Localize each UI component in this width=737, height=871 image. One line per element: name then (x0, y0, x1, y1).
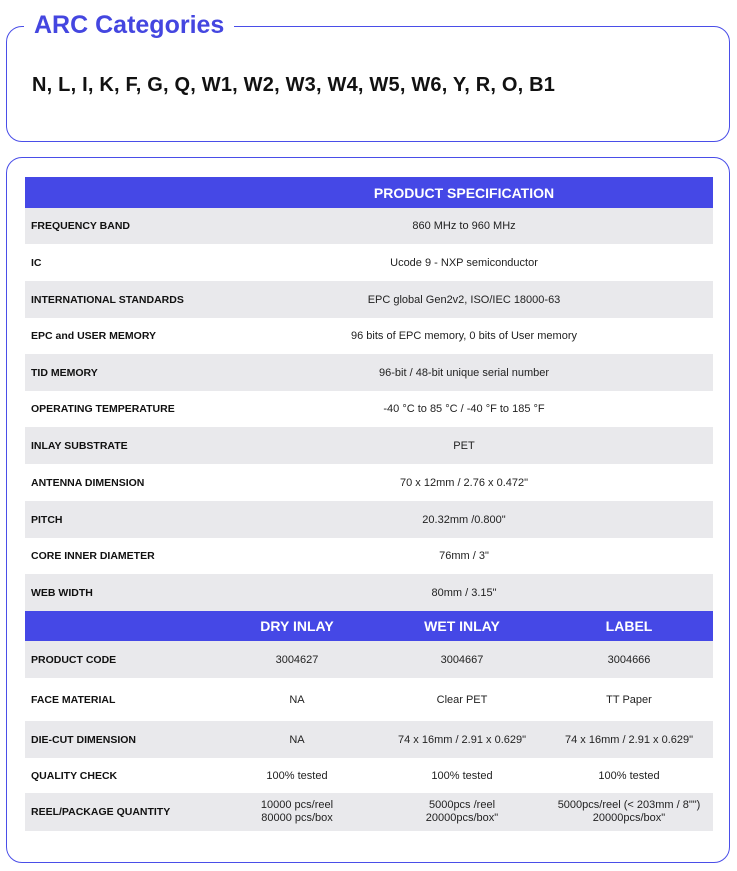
cell-line: 20000pcs/box" (425, 812, 499, 824)
row-label: QUALITY CHECK (25, 758, 215, 793)
column-header-dry-inlay: DRY INLAY (215, 611, 379, 641)
table-row (25, 538, 713, 574)
cell-line: 10000 pcs/reel (260, 799, 334, 811)
table-row (25, 244, 713, 281)
cell-value: 100% tested (545, 758, 713, 793)
cell-value (545, 793, 713, 831)
row-value: PET (215, 427, 713, 464)
table-row (25, 391, 713, 427)
cell-value: Clear PET (379, 678, 545, 721)
row-label: REEL/PACKAGE QUANTITY (25, 793, 215, 831)
cell-value (215, 793, 379, 831)
row-value: 76mm / 3" (215, 538, 713, 574)
cell-line: 80000 pcs/box (261, 812, 333, 824)
row-label: IC (25, 244, 215, 281)
table-row (25, 641, 713, 678)
table-row (25, 208, 713, 244)
row-label: CORE INNER DIAMETER (25, 538, 215, 574)
cell-value: 74 x 16mm / 2.91 x 0.629" (545, 721, 713, 758)
table-row (25, 721, 713, 758)
table-row (25, 281, 713, 318)
variant-header-row (25, 611, 713, 641)
table-row (25, 354, 713, 391)
row-label: ANTENNA DIMENSION (25, 464, 215, 501)
table-row (25, 678, 713, 721)
product-specification-table (25, 177, 713, 831)
table-row (25, 574, 713, 611)
cell-line: 5000pcs/reel (< 203mm / 8"") (557, 799, 701, 811)
arc-categories-list: N, L, I, K, F, G, Q, W1, W2, W3, W4, W5, W6, Y, R, O, B1 (32, 74, 556, 96)
row-label: EPC and USER MEMORY (25, 318, 215, 354)
table-row (25, 464, 713, 501)
row-value: 96 bits of EPC memory, 0 bits of User memory (215, 318, 713, 354)
table-row (25, 318, 713, 354)
row-label: WEB WIDTH (25, 574, 215, 611)
row-label: TID MEMORY (25, 354, 215, 391)
table-row (25, 793, 713, 831)
spec-header: PRODUCT SPECIFICATION (215, 177, 713, 208)
cell-value: NA (215, 678, 379, 721)
cell-line: 20000pcs/box" (592, 812, 666, 824)
cell-value: 3004666 (545, 641, 713, 678)
row-label: INLAY SUBSTRATE (25, 427, 215, 464)
row-value: EPC global Gen2v2, ISO/IEC 18000-63 (215, 281, 713, 318)
column-header-label: LABEL (545, 611, 713, 641)
row-label: PRODUCT CODE (25, 641, 215, 678)
arc-categories-title: ARC Categories (24, 8, 234, 42)
cell-value (379, 793, 545, 831)
cell-value: 74 x 16mm / 2.91 x 0.629" (379, 721, 545, 758)
cell-value: 100% tested (379, 758, 545, 793)
cell-value: NA (215, 721, 379, 758)
row-label: PITCH (25, 501, 215, 538)
row-value: 20.32mm /0.800" (215, 501, 713, 538)
row-value: -40 °C to 85 °C / -40 °F to 185 °F (215, 391, 713, 427)
cell-line: 5000pcs /reel (428, 799, 496, 811)
cell-value: 3004627 (215, 641, 379, 678)
cell-value: TT Paper (545, 678, 713, 721)
row-value: 96-bit / 48-bit unique serial number (215, 354, 713, 391)
spec-header-row (25, 177, 713, 208)
column-header-wet-inlay: WET INLAY (379, 611, 545, 641)
row-label: DIE-CUT DIMENSION (25, 721, 215, 758)
table-row (25, 758, 713, 793)
row-label: OPERATING TEMPERATURE (25, 391, 215, 427)
row-value: 80mm / 3.15" (215, 574, 713, 611)
cell-value: 100% tested (215, 758, 379, 793)
row-label: INTERNATIONAL STANDARDS (25, 281, 215, 318)
cell-value: 3004667 (379, 641, 545, 678)
row-label: FACE MATERIAL (25, 678, 215, 721)
row-label: FREQUENCY BAND (25, 208, 215, 244)
row-value: 860 MHz to 960 MHz (215, 208, 713, 244)
table-row (25, 427, 713, 464)
table-row (25, 501, 713, 538)
row-value: 70 x 12mm / 2.76 x 0.472" (215, 464, 713, 501)
row-value: Ucode 9 - NXP semiconductor (215, 244, 713, 281)
